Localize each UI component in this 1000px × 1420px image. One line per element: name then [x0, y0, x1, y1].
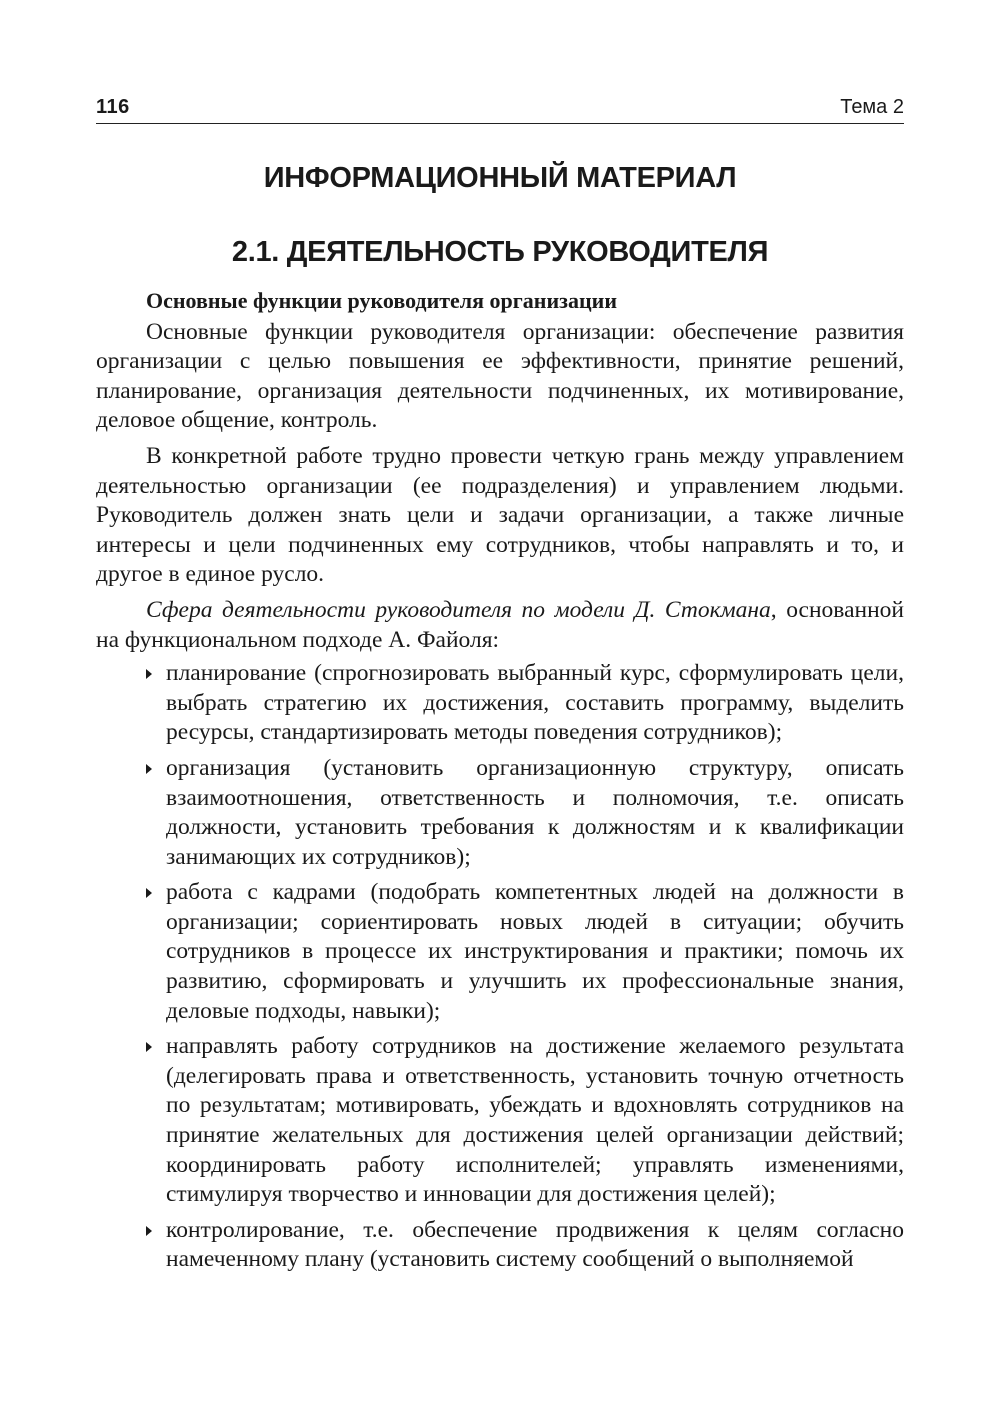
page: [96, 96, 904, 1281]
list-item-text: контролирование, т.е. обеспечение продвижения к целям согласно намеченному плану (установить систему сообщений о выполняемой: [166, 1216, 904, 1273]
list-item: [166, 878, 904, 1026]
intro-paragraph: [96, 596, 904, 655]
running-topic: Тема 2: [840, 96, 904, 118]
list-item: [166, 659, 904, 748]
subheading: Основные функции руководителя организации: [146, 288, 618, 313]
triangle-bullet-icon: [146, 888, 152, 898]
triangle-bullet-icon: [146, 1042, 152, 1052]
body-text: [96, 286, 904, 1275]
paragraph: Основные функции руководителя организации: обеспечение развития организации с целью повышения ее эффективности, принятие решений, планирование, организация деятельности подчиненных, их мотивирование, деловое общение, контроль.: [96, 318, 904, 434]
list-item: [166, 1216, 904, 1275]
list-item-text: организация (установить организационную структуру, описать взаимоотношения, ответственность и полномочия, т.е. описать должности, установить требования к должностям и к квалификации занимающих их сотрудников);: [166, 754, 904, 870]
section-title: 2.1. ДЕЯТЕЛЬНОСТЬ РУКОВОДИТЕЛЯ: [231, 236, 769, 268]
main-title: ИНФОРМАЦИОННЫЙ МАТЕРИАЛ: [263, 162, 737, 194]
running-head: [96, 96, 904, 124]
paragraph: В конкретной работе трудно провести четкую грань между управлением деятельностью организации (ее подразделения) и управлением людьми. Руководитель должен знать цели и задачи организации, а также личные интересы и цели подчиненных ему сотрудников, чтобы направлять и то, и другое в единое русло.: [96, 442, 904, 588]
list-item-text: направлять работу сотрудников на достижение желаемого результата (делегировать права и ответственность, установить точную отчетность по результатам; мотивировать, убеждать и вдохновлять сотрудников на принятие желательных для достижения целей организации действий; координировать работу исполнителей; управлять изменениями, стимулируя творчество и инновации для достижения целей);: [166, 1033, 904, 1208]
triangle-bullet-icon: [146, 764, 152, 774]
triangle-bullet-icon: [146, 669, 152, 679]
page-number: 116: [96, 96, 130, 118]
intro-rest: , основанной на функциональном подходе А. Файоля:: [96, 596, 904, 653]
list-item-text: работа с кадрами (подобрать компетентных людей на должности в организации; сориентировать новых людей в ситуации; обучить сотрудников в процессе их инструктирования и практики; помочь их развитию, сформировать и улучшить их профессиональные знания, деловые подходы, навыки);: [166, 879, 904, 1024]
list-item: [166, 754, 904, 872]
intro-italic-term: Сфера деятельности руководителя по модели Д. Стокмана: [146, 596, 771, 623]
bullet-list: [96, 659, 904, 1275]
triangle-bullet-icon: [146, 1226, 152, 1236]
list-item-text: планирование (спрогнозировать выбранный курс, сформулировать цели, выбрать стратегию их достижения, составить программу, выделить ресурсы, стандартизировать методы поведения сотрудников);: [166, 660, 904, 746]
list-item: [166, 1032, 904, 1210]
